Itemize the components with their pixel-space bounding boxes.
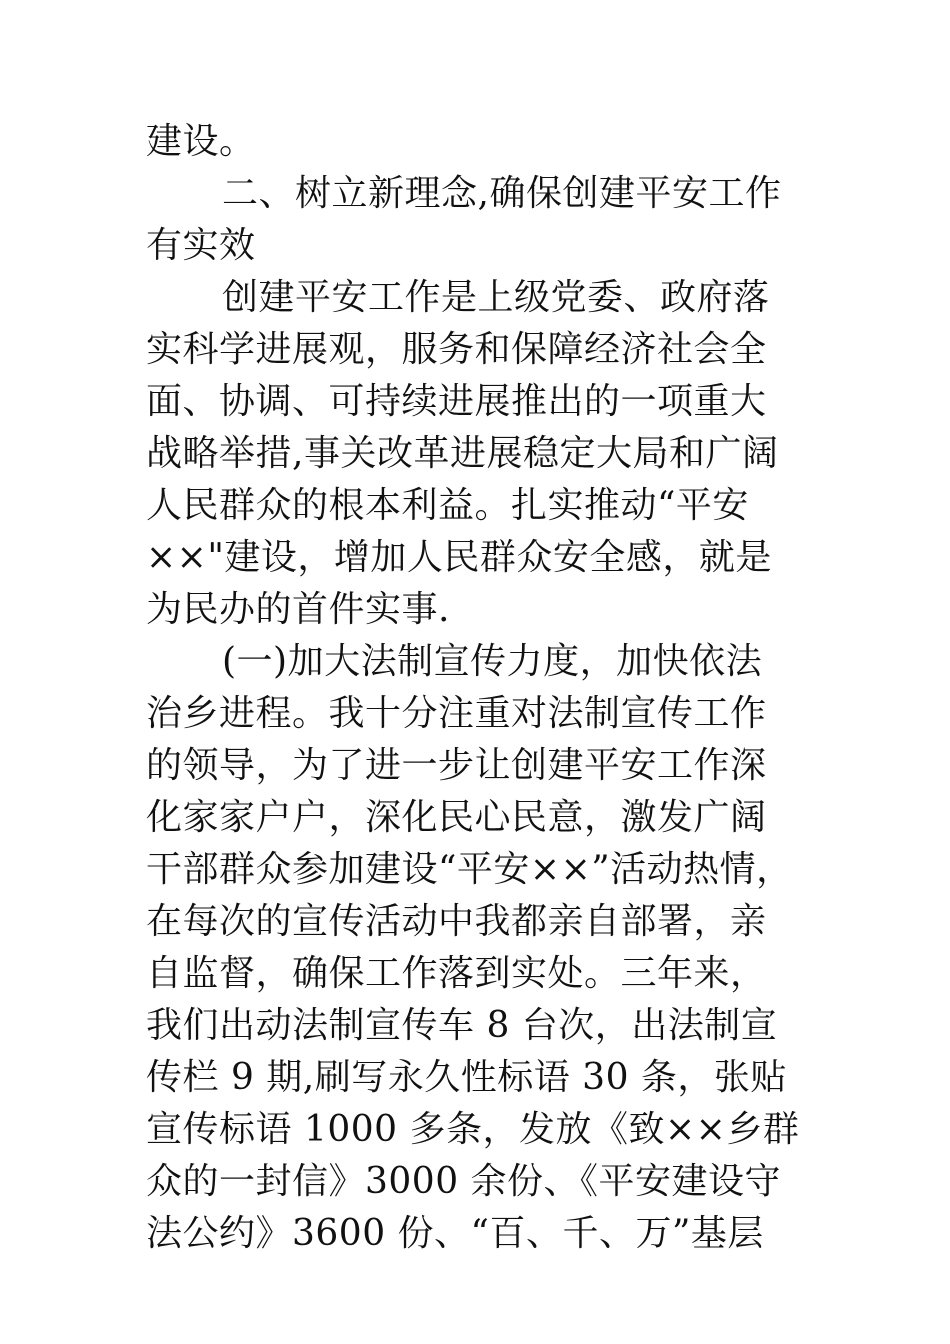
text-line: 在每次的宣传活动中我都亲自部署，亲: [146, 901, 767, 942]
text-line: 人民群众的根本利益。扎实推动“平安: [146, 485, 749, 526]
text-line: 宣传标语 1000 多条，发放《致××乡群: [146, 1109, 800, 1150]
text-line: 我们出动法制宣传车 8 台次，出法制宣: [146, 1005, 778, 1046]
section-heading-continued: 有实效: [146, 225, 256, 266]
text-line: 创建平安工作是上级党委、政府落: [222, 277, 770, 318]
text-line: 干部群众参加建设“平安××”活动热情，: [146, 849, 793, 890]
text-line: 众的一封信》3000 余份、《平安建设守: [146, 1161, 782, 1202]
text-line: 传栏 9 期,刷写永久性标语 30 条，张贴: [146, 1057, 787, 1098]
text-line: 的领导，为了进一步让创建平安工作深: [146, 745, 767, 786]
text-line: ××"建设，增加人民群众安全感，就是: [146, 537, 772, 578]
text-line: 实科学进展观，服务和保障经济社会全: [146, 329, 767, 370]
text-line: 建设。: [146, 121, 256, 162]
document-body: [146, 116, 846, 1260]
text-line: 战略举措,事关改革进展稳定大局和广阔: [146, 433, 779, 474]
text-line: 面、协调、可持续进展推出的一项重大: [146, 381, 767, 422]
subsection-heading: (一)加大法制宣传力度，加快依法: [222, 641, 763, 682]
section-heading: 二、树立新理念,确保创建平安工作: [222, 173, 782, 214]
text-line: 自监督，确保工作落到实处。三年来，: [146, 953, 767, 994]
text-line: 化家家户户，深化民心民意，激发广阔: [146, 797, 767, 838]
text-line: 法公约》3600 份、“百、千、万”基层: [146, 1213, 764, 1254]
text-line: 治乡进程。我十分注重对法制宣传工作: [146, 693, 767, 734]
text-line: 为民办的首件实事.: [146, 589, 450, 630]
